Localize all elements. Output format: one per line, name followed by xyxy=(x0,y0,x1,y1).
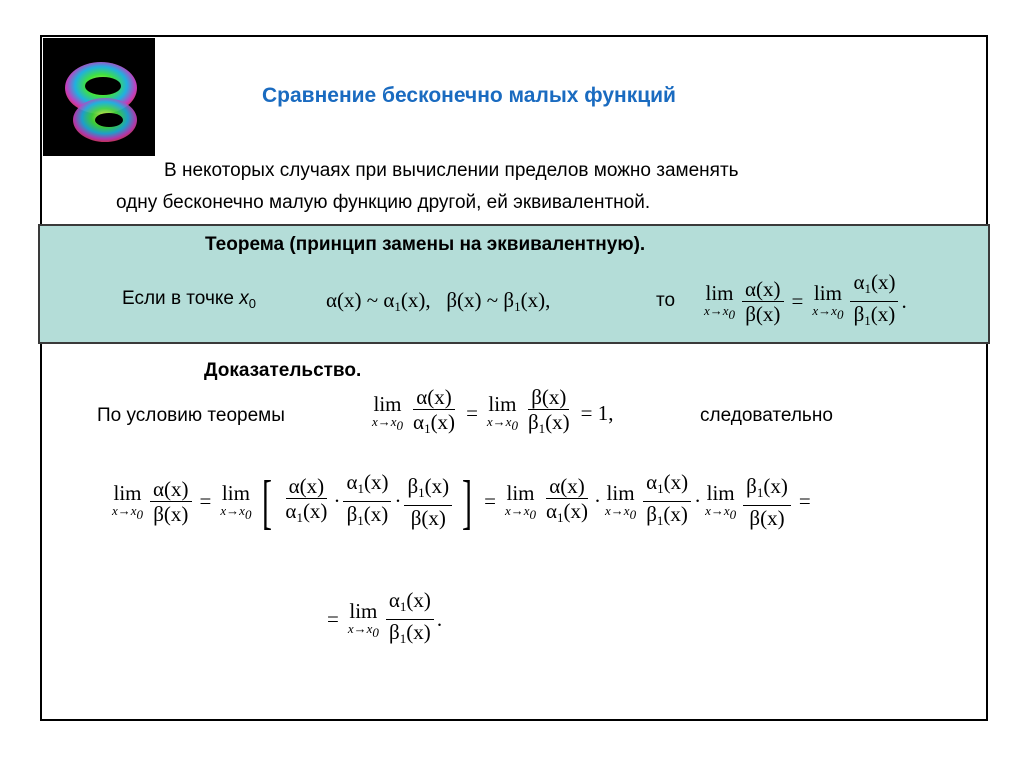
intro-line-2: одну бесконечно малую функцию другой, ей эквивалентной. xyxy=(116,192,651,213)
intro-line-1: В некоторых случаях при вычислении пределов можно заменять xyxy=(164,160,739,181)
proof-result-formula: = lim x→x0 $\frac{\alpha_1(x)}{\beta_1(x)}$ . xyxy=(327,588,443,646)
theorem-formula: lim x→x0 $\frac{\alpha(x)}{\beta(x)}$ = lim x→x0 $\frac{\alpha_1(x)}{\beta_1(x)}$ . xyxy=(704,270,907,328)
slide-title: Сравнение бесконечно малых функций xyxy=(262,84,676,107)
theorem-title: Теорема (принцип замены на эквивалентную). xyxy=(205,234,646,255)
proof-by-condition: По условию теоремы xyxy=(97,405,285,426)
theorem-then-text: то xyxy=(656,290,676,311)
torus-logo-icon xyxy=(43,38,155,156)
proof-condition-formula: lim x→x0 $\frac{\alpha(x)}{\alpha_1(x)}$ = lim x→x0 $\frac{\beta(x)}{\beta_1(x)}$ = 1, xyxy=(372,385,614,436)
proof-chain-formula: lim x→x0 $\frac{\alpha(x)}{\beta(x)}$ = lim x→x0 [ $\frac{\alpha(x)}{\alpha_1(x)}$ · $\frac{\alpha_1(x)}{\beta_1(x)}$ · $\frac{\beta_1(x)}{\beta(x)}$ ] = lim x→x0 $\frac{\alpha(x)}{\alpha_1(x)}$ · lim x→x0 $\frac{\alpha_1(x)}{\beta_1(x)}$ · lim x→x0 $\frac{\beta_1(x)}{\beta(x)}$ = xyxy=(112,468,811,535)
slide-frame xyxy=(40,35,988,721)
theorem-conditions: α(x) ~ $\alpha_1(x)$, β(x) ~ $\beta_1(x)$, xyxy=(326,288,551,314)
theorem-if-text: Если в точке $x_0$ xyxy=(122,288,256,311)
proof-title: Доказательство. xyxy=(204,360,362,381)
proof-therefore: следовательно xyxy=(700,405,833,426)
